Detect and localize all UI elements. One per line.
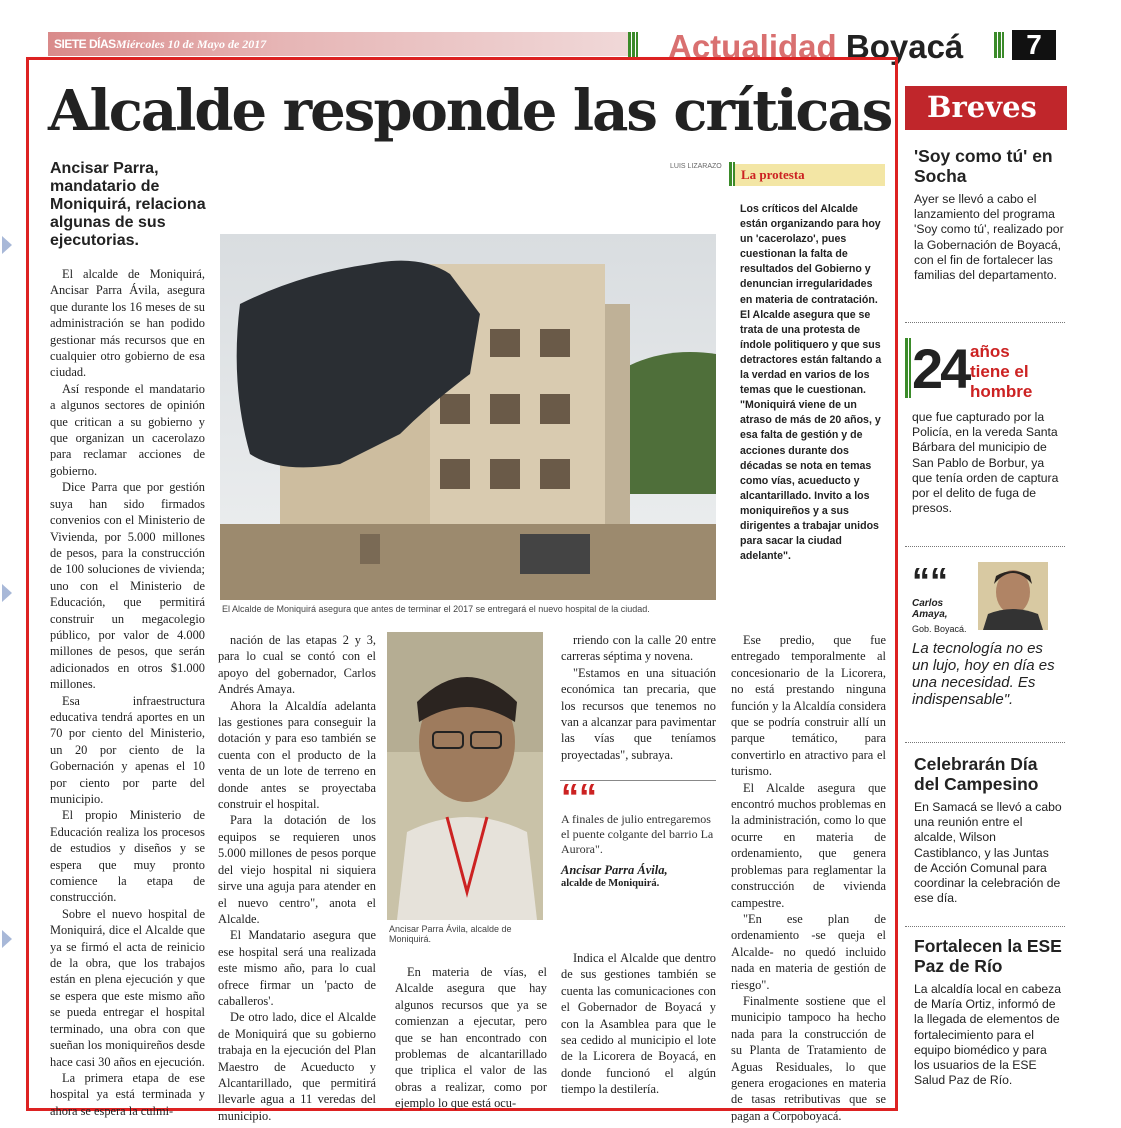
margin-arrow-icon — [2, 930, 12, 948]
paragraph: El propio Ministerio de Educación realiza los procesos de estudios y diseños y se espera que muy pronto comience la etapa de construcción. — [50, 808, 205, 905]
issue-date: Miércoles 10 de Mayo de 2017 — [116, 37, 267, 51]
breves-header — [905, 86, 1067, 130]
divider — [905, 322, 1065, 323]
brief-text-4: La alcaldía local en cabeza de María Ortiz, informó de la llegada de elementos de fortalecimiento para el equipo biomédico y para los usuarios de la ESE Salud Paz de Río. — [914, 982, 1062, 1088]
publication-name: SIETE DÍAS — [54, 37, 116, 51]
photo-caption: El Alcalde de Moniquirá asegura que antes de terminar el 2017 se entregará el nuevo hospital de la ciudad. — [222, 604, 650, 614]
sidebar-title: La protesta — [741, 167, 805, 182]
article-column-3c — [561, 950, 716, 1098]
quote-mark-icon: ““ — [912, 560, 948, 601]
paragraph: nación de las etapas 2 y 3, para lo cual se contó con el apoyo del gobernador, Carlos Andrés Amaya. — [218, 633, 376, 697]
paragraph: El Alcalde asegura que encontró muchos problemas en la administración, como lo que ocurre en materia de ordenamiento, que genera problemas para reglamentar la construcción de vivienda campestre. — [731, 780, 886, 910]
divider — [905, 742, 1065, 743]
article-column-2 — [218, 632, 376, 1124]
divider — [905, 546, 1065, 547]
brief-title-3: Celebrarán Día del Campesino — [914, 754, 1039, 794]
portrait-caption: Ancisar Parra Ávila, alcalde de Moniquirá. — [389, 924, 512, 944]
masthead-strip — [48, 32, 628, 56]
paragraph: Ahora la Alcaldía adelanta las gestiones para conseguir la dotación y para eso también se cuenta con el producto de la venta de un lote de terreno en donde antes se proyectaba construir el hospital. — [218, 698, 376, 812]
paragraph: "En ese plan de ordenamiento -se queja el Alcalde- no quedó incluido nada en materia de gestión de riesgo". — [731, 911, 886, 992]
divider — [905, 926, 1065, 927]
paragraph: Así responde el mandatario a algunos sectores de opinión que critican a su gobierno y que organizan un cacerolazo para reclamar acciones de gobierno. — [50, 381, 205, 478]
brief-text-3: En Samacá se llevó a cabo una reunión entre el alcalde, Wilson Castiblanco, y las Juntas de Acción Comunal para coordinar la celebración de ese día. — [914, 800, 1062, 906]
quote-name: Carlos Amaya, — [912, 598, 948, 620]
sidebar-header — [729, 164, 885, 186]
paragraph: rriendo con la calle 20 entre carreras séptima y novena. — [561, 633, 716, 664]
quote-role: Gob. Boyacá. — [912, 624, 967, 634]
mayor-portrait — [387, 632, 543, 920]
decor-bars-5 — [905, 338, 911, 398]
decor-bars-3 — [729, 162, 735, 186]
article-column-4 — [731, 632, 886, 1124]
brief-text-2: que fue capturado por la Policía, en la vereda Santa Bárbara del municipio de San Pablo de Borbur, ya que tenía orden de captura por el delito de fuga de presos. — [912, 410, 1059, 516]
paragraph: De otro lado, dice el Alcalde de Moniquirá que su gobierno trabaja en la ejecución del Plan Maestro de Acueducto y Alcantarillado, que permitirá llevarle agua a 11 veredas del municipio. — [218, 1010, 376, 1123]
subheadline: Ancisar Parra, mandatario de Moniquirá, relaciona algunas de sus ejecutorias. — [50, 160, 206, 249]
article-column-3a — [395, 964, 547, 1112]
pull-quote — [561, 776, 716, 889]
governor-quote: La tecnología no es un lujo, hoy en día es una necesidad. Es indispensable". — [912, 640, 1055, 708]
page-number: 7 — [1012, 30, 1056, 60]
paragraph: "Estamos en una situación económica tan precaria, que los recursos que tenemos no van a alcanzar para pavimentar las vías que teníamos proyectadas", subraya. — [561, 665, 716, 762]
breves-title: Breves — [927, 90, 1037, 124]
paragraph: Indica el Alcalde que dentro de sus gestiones también se cuenta las comunicaciones con el Gobernador de Boyacá y con la Asamblea para que le sea cedido al municipio el lote de la Licorera de Boyacá, en donde funcionó el algún tiempo la destilería. — [561, 951, 716, 1097]
paragraph: En materia de vías, el Alcalde asegura que hay algunos recursos que ya se comienzan a ejecutar, pero que se han encontrado con problemas de alcantarillado que triplica el valor de las obras a realizar, como por ejemplo lo que está ocu- — [395, 965, 547, 1111]
paragraph: Dice Parra que por gestión suya han sido firmados convenios con el Ministerio de Vivienda, por 5.000 millones de pesos, para la construcción de 100 soluciones de vivienda; uno con el Ministerio de Educación, que permitirá construir un megacolegio público, por valor de 4.000 millones de pesos, que serán adicionados en otros $1.000 millones. — [50, 480, 205, 692]
photo-credit: LUIS LIZARAZO — [670, 163, 722, 170]
quote-text: A finales de julio entregaremos el puente colgante del barrio La Aurora". — [561, 812, 714, 856]
headline: Alcalde responde las críticas — [48, 78, 892, 144]
paragraph: La primera etapa de ese hospital ya está terminada y ahora se espera la culmi- — [50, 1070, 205, 1118]
quote-role: alcalde de Moniquirá. — [561, 878, 660, 889]
paragraph: El Mandatario asegura que ese hospital será una realizada este mismo año, para lo cual ofrece firmar un 'pacto de caballeros'. — [218, 928, 376, 1008]
decor-bars — [628, 32, 638, 58]
sidebar-text: Los críticos del Alcalde están organizando para hoy un 'cacerolazo', pues cuestionan la falta de resultados del Gobierno y denuncian irregularidades en materia de contratación. El Alcalde asegura que se trata de una protesta de índole politiquero y que sus detractores están faltando a la verdad en varios de los temas que le cuestionan. "Moniquirá viene de un atraso de más de 20 años, y esa falta de gestión y de acciones durante dos décadas se nota en temas como vías, acueducto y alcantarillado. Invito a los moniquireños y a sus dirigentes a trabajar unidos para sacar la ciudad adelante". — [740, 203, 882, 563]
paragraph: Sobre el nuevo hospital de Moniquirá, dice el Alcalde que ya se firmó el acta de reinicio de la obra, que los trabajos están en plena ejecución y que se espera que este mismo año se pueda entregar el hospital terminado, una obra con que sueñan los moniquireños desde hace casi 30 años en ejecución. — [50, 906, 205, 1069]
brief-text-1: Ayer se llevó a cabo el lanzamiento del programa 'Soy como tú', realizado por la Gobernación de Boyacá, con el fin de fortalecer las familias del departamento. — [914, 192, 1064, 283]
paragraph: Ese predio, que fue entregado temporalmente al concesionario de la Licorera, no está prestando ninguna función y la Alcaldía considera que se podría construir allí un parque temático, para convertirlo en atractivo para el turismo. — [731, 633, 886, 779]
section-label-a: Actualidad — [668, 28, 837, 65]
paragraph: Finalmente sostiene que el municipio tampoco ha hecho nada para la construcción de su Planta de Tratamiento de Aguas Residuales, lo que genera erogaciones en materia de tasas retributivas que se pagan a Corpoboyacá. — [731, 993, 886, 1123]
brief-title-1: 'Soy como tú' en Socha — [914, 146, 1053, 186]
quote-author: Ancisar Parra Ávila, — [561, 863, 668, 877]
section-label-b: Boyacá — [845, 28, 964, 65]
article-column-3b — [561, 632, 716, 763]
hospital-photo — [220, 234, 716, 600]
paragraph: Para la dotación de los equipos se requieren unos 5.000 millones de pesos porque del viejo hospital ni siquiera sirve una aguja para atender en el nuevo centro", anota el Alcalde. — [218, 813, 376, 926]
paragraph: El alcalde de Moniquirá, Ancisar Parra Ávila, asegura que durante los 16 meses de su administración se han podido gestionar más recursos que en cualquier otro gobierno de esa ciudad. — [50, 267, 205, 380]
margin-arrow-icon — [2, 236, 12, 254]
stat-label: años tiene el hombre — [970, 342, 1033, 401]
article-column-1 — [50, 266, 205, 1119]
quote-mark-icon: ““ — [561, 776, 597, 817]
brief-title-4: Fortalecen la ESE Paz de Río — [914, 936, 1062, 976]
governor-photo — [978, 562, 1048, 630]
paragraph: Esa infraestructura educativa tendrá aportes en un 70 por ciento del Ministerio, un 20 por ciento de la Gobernación y apenas el 10 por ciento por parte del municipio. — [50, 693, 205, 806]
margin-arrow-icon — [2, 584, 12, 602]
decor-bars-2 — [994, 32, 1004, 58]
stat-number: 24 — [912, 337, 969, 400]
